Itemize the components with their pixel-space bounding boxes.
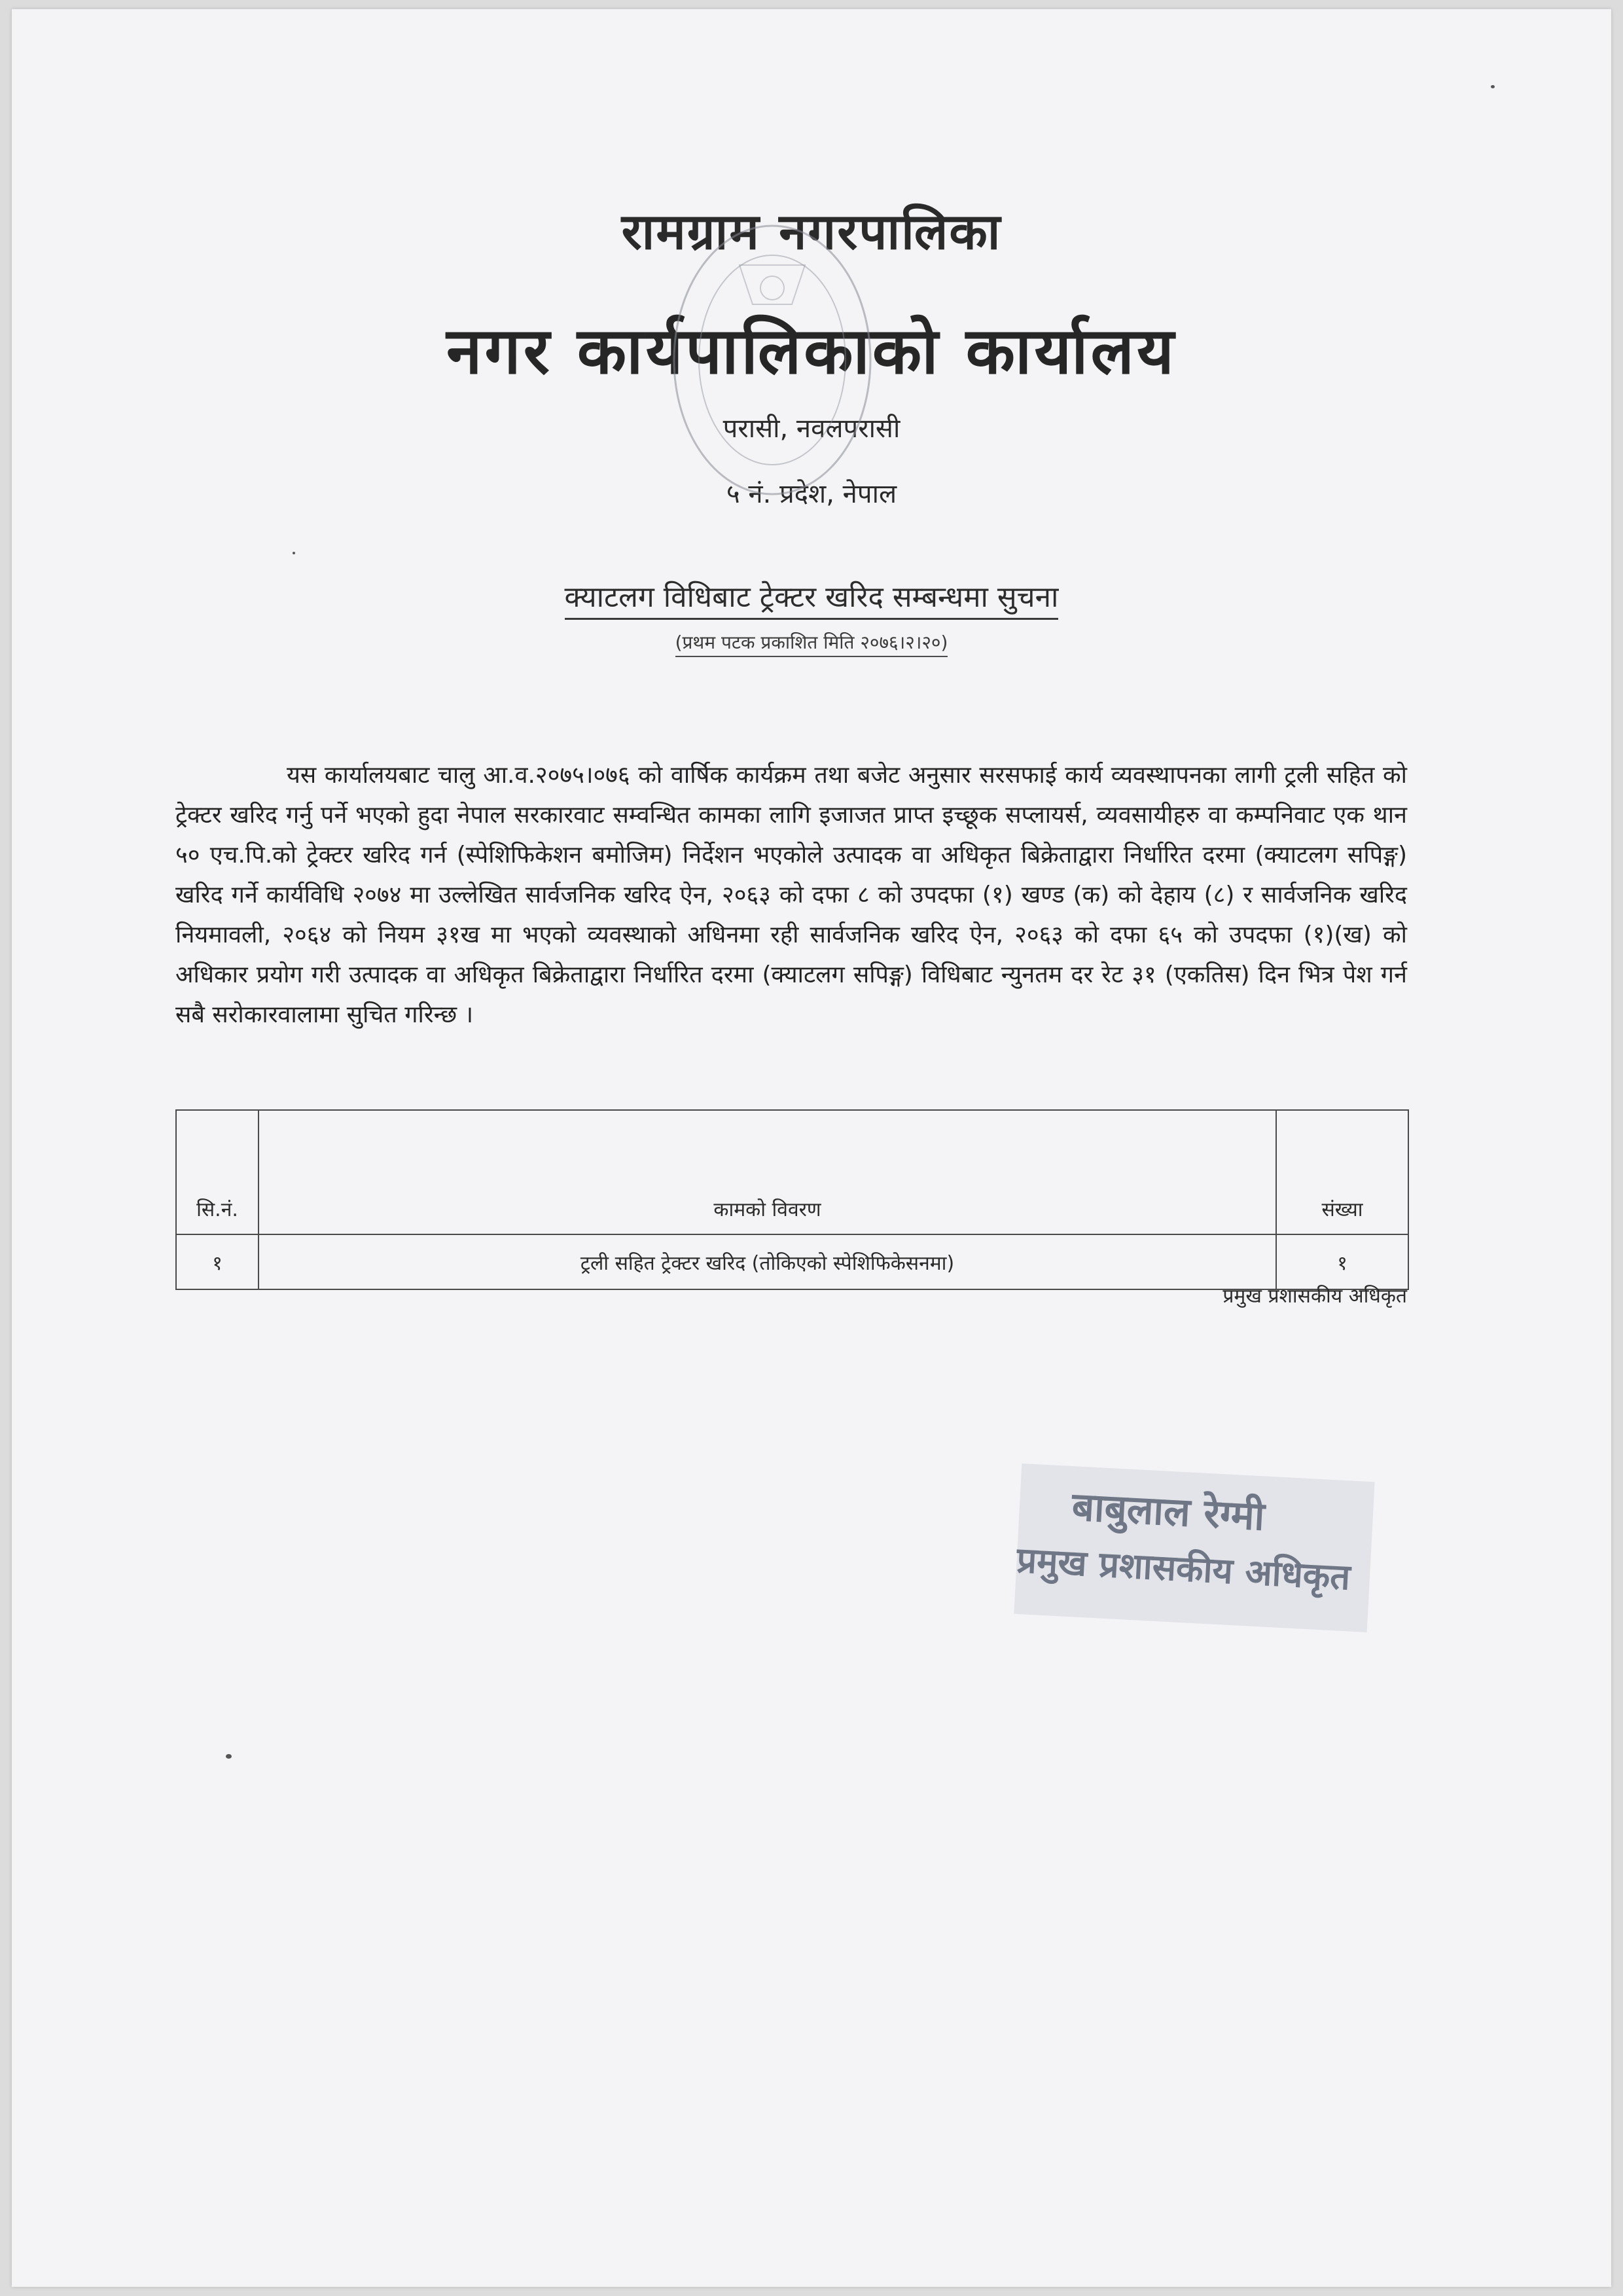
header-serial-no: सि.नं. <box>176 1110 259 1234</box>
paper-speck <box>226 1754 232 1759</box>
notice-title-text: क्याटलग विधिबाट ट्रेक्टर खरिद सम्बन्धमा सुचना <box>565 581 1059 620</box>
publish-date-text: (प्रथम पटक प्रकाशित मिति २०७६।२।२०) <box>675 632 948 657</box>
office-name: नगर कार्यपालिकाको कार्यालय <box>446 314 1177 389</box>
row-description: ट्रली सहित ट्रेक्टर खरिद (तोकिएको स्पेशिफिकेसनमा) <box>259 1234 1276 1289</box>
row-serial-no: १ <box>176 1234 259 1289</box>
signer-title: प्रमुख प्रशासकीय अधिकृत <box>1222 1285 1407 1308</box>
address-line-1: परासी, नवलपरासी <box>722 414 901 444</box>
notice-body: यस कार्यालयबाट चालु आ.व.२०७५।०७६ को वार्षिक कार्यक्रम तथा बजेट अनुसार सरसफाई कार्य व्यवस्थापनका लागी ट्रली सहित को ट्रेक्टर खरिद गर्नु पर्ने भएको हुदा नेपाल सरकारवाट सम्वन्धित कामका लागि इजाजत प्राप्त इच्छूक सप्लायर्स, व्यवसायीहरु वा कम्पनिवाट एक थान ५० एच.पि.को ट्रेक्टर खरिद गर्न (स्पेशिफिकेशन बमोजिम) निर्देशन भएकोले उत्पादक वा अधिकृत बिक्रेताद्वारा निर्धारित दरमा (क्याटलग सपिङ्ग) खरिद गर्ने कार्यविधि २०७४ मा उल्लेखित सार्वजनिक खरिद ऐन, २०६३ को दफा ८ को उपदफा (१) खण्ड (क) को देहाय (८) र सार्वजनिक खरिद नियमावली, २०६४ को नियम ३१ख मा भएको व्यवस्थाको अधिनमा रही सार्वजनिक खरिद ऐन, २०६३ को दफा ६५ को उपदफा (१)(ख) को अधिकार प्रयोग गरी उत्पादक वा अधिकृत बिक्रेताद्वारा निर्धारित दरमा (क्याटलग सपिङ्ग) विधिबाट न्युनतम दर रेट ३१ (एकतिस) दिन भित्र पेश गर्न सबै सरोकारवालामा सुचित गरिन्छ । <box>175 762 1407 1028</box>
municipality-name: रामग्राम नगरपालिका <box>621 202 1002 260</box>
table-header-row <box>176 1110 1408 1234</box>
stamp-officer-name: बाबुलाल रेग्मी <box>1071 1484 1266 1540</box>
row-quantity: १ <box>1276 1234 1408 1289</box>
officer-name-stamp <box>1014 1463 1374 1632</box>
stamp-officer-title: प्रमुख प्रशासकीय अधिकृत <box>1016 1539 1351 1598</box>
office-seal-stamp <box>661 206 883 514</box>
publish-date <box>0 630 1623 655</box>
address-line-2: ५ नं. प्रदेश, नेपाल <box>726 479 897 509</box>
paper-speck <box>293 552 295 554</box>
header-quantity: संख्या <box>1276 1110 1408 1234</box>
notice-title <box>0 576 1623 615</box>
header-description: कामको विवरण <box>259 1110 1276 1234</box>
paper-speck <box>1491 85 1495 88</box>
items-table <box>175 1109 1409 1290</box>
